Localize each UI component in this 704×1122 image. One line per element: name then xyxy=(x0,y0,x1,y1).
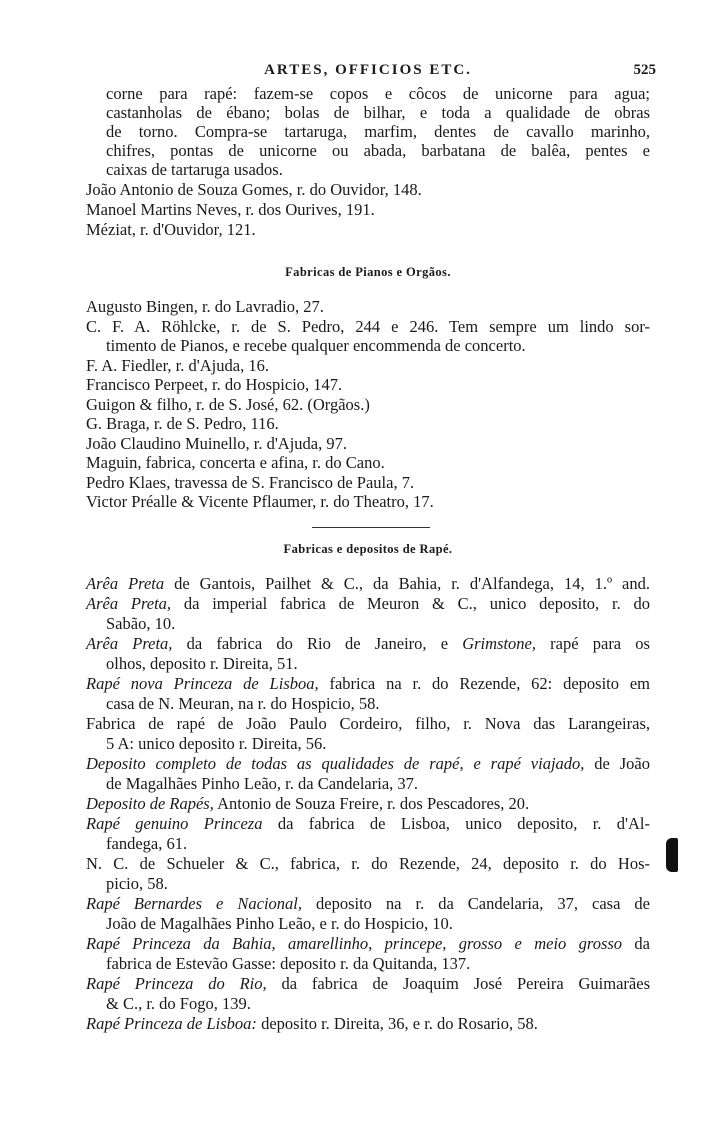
section-heading: Fabricas de Pianos e Orgãos. xyxy=(285,265,451,279)
list-item: Victor Préalle & Vicente Pflaumer, r. do Theatro, 17. xyxy=(86,492,434,511)
text-line: timento de Pianos, e recebe qualquer encommenda de concerto. xyxy=(106,336,526,355)
list-item: Rapé Princeza do Rio, da fabrica de Joaquim José Pereira Guimarães xyxy=(86,974,650,993)
list-item: Méziat, r. d'Ouvidor, 121. xyxy=(86,220,256,239)
text-line: casa de N. Meuran, na r. do Hospicio, 58. xyxy=(106,694,380,713)
list-item: Arêa Preta de Gantois, Pailhet & C., da Bahia, r. d'Alfandega, 14, 1.º and. xyxy=(86,574,651,593)
product-name: Rapé Princeza da Bahia, amarellinho, princepe, grosso e meio grosso xyxy=(86,934,623,953)
text-line: João de Magalhães Pinho Leão, e r. do Hospicio, 10. xyxy=(106,914,453,933)
product-name: Rapé nova Princeza de Lisboa, xyxy=(86,674,319,693)
product-name: Grimstone, xyxy=(462,634,536,653)
list-item: C. F. A. Röhlcke, r. de S. Pedro, 244 e 246. Tem sempre um lindo sor- xyxy=(86,317,650,336)
text-line: fandega, 61. xyxy=(106,834,188,853)
page-number: 525 xyxy=(633,62,656,78)
product-name: e rapé viajado, xyxy=(473,754,585,773)
product-name: Arêa Preta, xyxy=(86,594,172,613)
text-line: chifres, pontas de unicorne ou abada, barbatana de balêa, pentes e xyxy=(106,141,650,160)
text-line: fabrica de Estevão Gasse: deposito r. da Quitanda, 137. xyxy=(106,954,471,973)
list-item: Rapé Bernardes e Nacional, deposito na r. da Candelaria, 37, casa de xyxy=(86,894,650,913)
list-item: Manoel Martins Neves, r. dos Ourives, 191. xyxy=(86,200,375,219)
page-edge-mark xyxy=(666,838,678,872)
product-name: Rapé Bernardes e Nacional, xyxy=(86,894,302,913)
section-heading: Fabricas e depositos de Rapé. xyxy=(283,542,453,556)
list-item: N. C. de Schueler & C., fabrica, r. do Rezende, 24, deposito r. do Hos- xyxy=(86,854,650,873)
list-item: Fabrica de rapé de João Paulo Cordeiro, filho, r. Nova das Larangeiras, xyxy=(86,714,650,733)
list-item: Augusto Bingen, r. do Lavradio, 27. xyxy=(86,297,324,316)
text-line: de Magalhães Pinho Leão, r. da Candelaria, 37. xyxy=(106,774,419,793)
list-item: G. Braga, r. de S. Pedro, 116. xyxy=(86,414,279,433)
product-name: Deposito de Rapés, xyxy=(86,794,214,813)
list-item: Maguin, fabrica, concerta e afina, r. do Cano. xyxy=(86,453,385,472)
text-line: olhos, deposito r. Direita, 51. xyxy=(106,654,298,673)
list-item: F. A. Fiedler, r. d'Ajuda, 16. xyxy=(86,356,269,375)
text-line: caixas de tartaruga usados. xyxy=(106,160,283,179)
text-line: corne para rapé: fazem-se copos e côcos de unicorne para agua; xyxy=(106,84,650,103)
running-title: ARTES, OFFICIOS ETC. xyxy=(264,62,472,78)
product-name: Arêa Preta xyxy=(86,574,165,593)
text-line: picio, 58. xyxy=(106,874,168,893)
page-header xyxy=(80,62,656,84)
text-line: castanholas de ébano; bolas de bilhar, e toda a qualidade de obras xyxy=(106,103,650,122)
list-item: Rapé Princeza da Bahia, amarellinho, princepe, grosso e meio grosso da xyxy=(86,934,650,953)
list-item: Deposito de Rapés, Antonio de Souza Freire, r. dos Pescadores, 20. xyxy=(86,794,530,813)
text-line: Sabão, 10. xyxy=(106,614,176,633)
product-name: Rapé Princeza do Rio, xyxy=(86,974,267,993)
list-item: Francisco Perpeet, r. do Hospicio, 147. xyxy=(86,375,343,394)
list-item: Rapé nova Princeza de Lisboa, fabrica na r. do Rezende, 62: deposito em xyxy=(86,674,650,693)
text-line: & C., r. do Fogo, 139. xyxy=(106,994,251,1013)
list-item: Rapé Princeza de Lisboa: deposito r. Direita, 36, e r. do Rosario, 58. xyxy=(86,1014,538,1033)
list-item: Deposito completo de todas as qualidades de rapé, e rapé viajado, de João xyxy=(86,754,651,773)
list-item: Arêa Preta, da imperial fabrica de Meuron & C., unico deposito, r. do xyxy=(86,594,650,613)
list-item: Rapé genuino Princeza da fabrica de Lisboa, unico deposito, r. d'Al- xyxy=(86,814,650,833)
list-item: Arêa Preta, da fabrica do Rio de Janeiro, e Grimstone, rapé para os xyxy=(86,634,650,653)
product-name: Deposito completo de todas as qualidades de rapé, xyxy=(86,754,464,773)
list-item: Guigon & filho, r. de S. José, 62. (Orgãos.) xyxy=(86,395,370,414)
list-item: João Antonio de Souza Gomes, r. do Ouvidor, 148. xyxy=(86,180,422,199)
list-item: Pedro Klaes, travessa de S. Francisco de Paula, 7. xyxy=(86,473,415,492)
product-name: Arêa Preta, xyxy=(86,634,173,653)
text-line: de torno. Compra-se tartaruga, marfim, dentes de cavallo marinho, xyxy=(106,122,650,141)
text-line: 5 A: unico deposito r. Direita, 56. xyxy=(106,734,327,753)
section-divider xyxy=(312,527,430,528)
list-item: João Claudino Muinello, r. d'Ajuda, 97. xyxy=(86,434,347,453)
product-name: Rapé Princeza de Lisboa: xyxy=(86,1014,257,1033)
product-name: Rapé genuino Princeza xyxy=(86,814,263,833)
